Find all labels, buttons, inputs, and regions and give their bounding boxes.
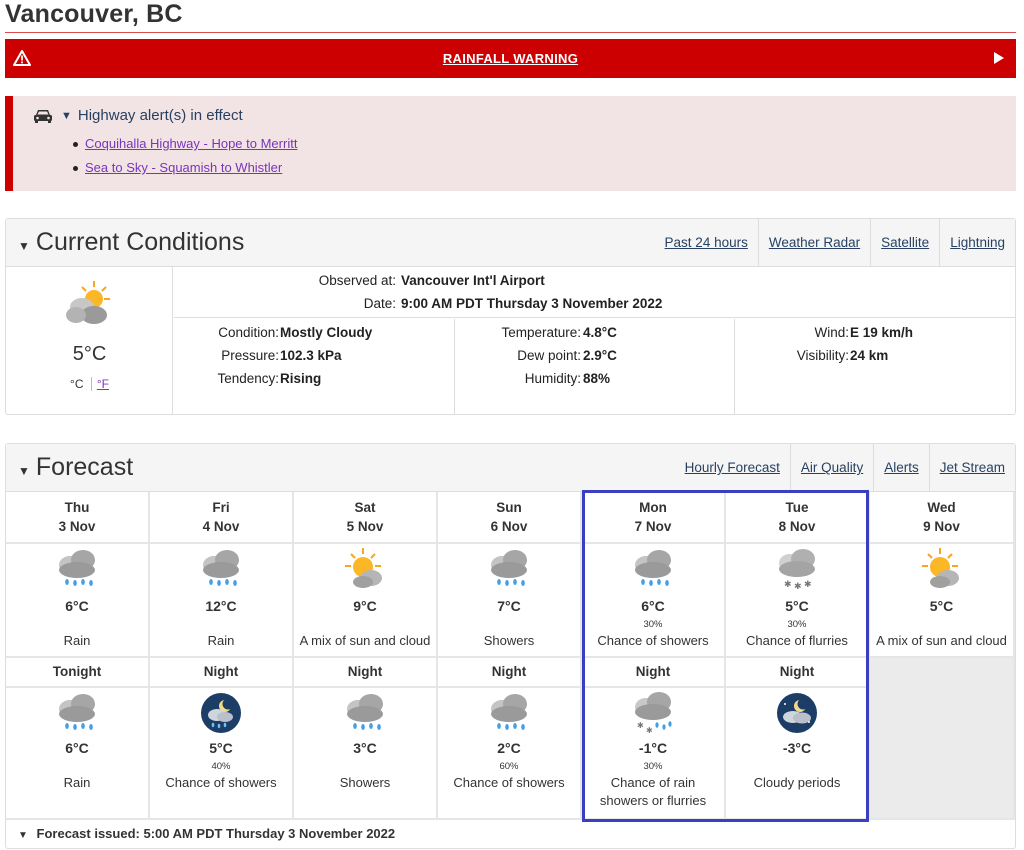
unit-celsius: °C	[70, 377, 84, 391]
forecast-summary: Showers	[483, 633, 535, 648]
forecast-day-cell[interactable]	[870, 544, 1015, 658]
night-label: Night	[491, 664, 527, 679]
alerts-link[interactable]: Alerts	[873, 444, 929, 492]
forecast-night-header[interactable]	[150, 658, 294, 688]
forecast-header	[6, 444, 1015, 492]
current-conditions-heading: Current Conditions	[35, 228, 245, 256]
day-name: Sat	[354, 500, 376, 515]
forecast-summary: Rain	[207, 633, 235, 648]
forecast-night-header[interactable]	[582, 658, 726, 688]
car-icon	[33, 108, 53, 124]
current-conditions-header	[6, 219, 1015, 267]
forecast-day-header[interactable]	[6, 492, 150, 544]
current-temperature: 5°C	[72, 343, 107, 365]
weather-radar-link[interactable]: Weather Radar	[758, 219, 870, 267]
forecast-summary: Chance of rain showers or flurries	[599, 775, 707, 808]
play-arrow-icon	[994, 52, 1004, 64]
dew-point-value: 2.9°C	[583, 348, 617, 363]
forecast-temp: 6°C	[641, 598, 665, 614]
night-label: Night	[779, 664, 815, 679]
day-name: Tue	[785, 500, 809, 515]
forecast-temp: 6°C	[65, 598, 89, 614]
forecast-temp: 5°C	[929, 598, 954, 614]
jet-stream-link[interactable]: Jet Stream	[929, 444, 1015, 492]
forecast-summary: Rain	[63, 633, 91, 648]
night-label: Night	[347, 664, 383, 679]
dew-point-label: Dew point:	[517, 348, 581, 363]
page-title: Vancouver, BC	[5, 0, 183, 28]
forecast-temp: 5°C	[209, 740, 233, 756]
forecast-links	[675, 444, 1015, 492]
date-label: Date:	[363, 296, 396, 311]
current-conditions-title[interactable]	[18, 228, 244, 257]
forecast-temp: 2°C	[497, 740, 521, 756]
warning-triangle-icon	[13, 50, 31, 66]
forecast-day-cell[interactable]	[582, 544, 726, 658]
day-date: 7 Nov	[634, 519, 672, 534]
flurries-icon	[773, 548, 821, 590]
collapse-caret-icon: ▼	[18, 463, 30, 478]
forecast-summary: Chance of showers	[165, 775, 277, 790]
current-summary	[6, 267, 173, 415]
visibility-value: 24 km	[850, 348, 889, 363]
highway-alert-box	[5, 96, 1016, 191]
day-date: 8 Nov	[778, 519, 816, 534]
list-item	[85, 160, 297, 175]
svg-text:✱: ✱	[646, 726, 653, 734]
forecast-panel	[5, 443, 1016, 849]
forecast-temp: -3°C	[782, 740, 812, 756]
svg-text:✱: ✱	[794, 582, 802, 590]
observed-at-label: Observed at:	[318, 273, 396, 288]
conditions-column-1	[174, 319, 455, 415]
tendency-value: Rising	[280, 371, 322, 386]
forecast-night-cell[interactable]	[294, 688, 438, 820]
highway-link-sea-to-sky[interactable]: Sea to Sky - Squamish to Whistler	[85, 160, 283, 175]
day-name: Mon	[639, 500, 667, 515]
condition-value: Mostly Cloudy	[280, 325, 373, 340]
observation-info	[174, 267, 1016, 318]
forecast-temp: -1°C	[638, 740, 668, 756]
forecast-temp: 12°C	[205, 598, 237, 614]
unit-fahrenheit-link[interactable]: °F	[91, 377, 109, 391]
satellite-link[interactable]: Satellite	[870, 219, 939, 267]
forecast-day-cell[interactable]	[150, 544, 294, 658]
day-date: 4 Nov	[202, 519, 240, 534]
forecast-pop: 60%	[499, 761, 519, 772]
hourly-forecast-link[interactable]: Hourly Forecast	[684, 460, 780, 475]
rain-icon	[53, 548, 101, 590]
wind-value: E 19 km/h	[850, 325, 914, 340]
lightning-link[interactable]: Lightning	[939, 219, 1015, 267]
rainfall-warning-banner[interactable]	[5, 39, 1016, 78]
pressure-label: Pressure:	[221, 348, 279, 363]
rain-icon	[629, 548, 677, 590]
highway-alert-list	[85, 136, 297, 184]
conditions-column-2	[455, 319, 735, 415]
rain-icon	[485, 692, 533, 734]
forecast-day-header[interactable]	[582, 492, 726, 544]
unit-toggle	[6, 377, 173, 391]
warning-link[interactable]: RAINFALL WARNING	[442, 51, 579, 66]
sun-cloud-icon	[62, 279, 114, 327]
humidity-label: Humidity:	[524, 371, 581, 386]
day-name: Fri	[212, 500, 230, 515]
forecast-night-cell[interactable]	[726, 688, 870, 820]
temperature-label: Temperature:	[501, 325, 581, 340]
forecast-night-cell[interactable]	[150, 688, 294, 820]
title-divider	[5, 32, 1016, 33]
expand-triangle-icon: ▼	[18, 830, 28, 841]
air-quality-link[interactable]: Air Quality	[790, 444, 873, 492]
highway-alert-header[interactable]	[33, 107, 243, 124]
conditions-column-3	[735, 319, 1016, 415]
current-conditions-panel	[5, 218, 1016, 415]
pressure-value: 102.3 kPa	[280, 348, 342, 363]
forecast-pop: 40%	[211, 761, 231, 772]
svg-text:✱: ✱	[784, 580, 792, 590]
day-name: Sun	[496, 500, 522, 515]
forecast-day-cell[interactable]	[294, 544, 438, 658]
day-name: Thu	[64, 500, 90, 515]
night-cloudy-icon	[773, 692, 821, 734]
forecast-night-header[interactable]	[294, 658, 438, 688]
forecast-title[interactable]	[18, 453, 133, 482]
forecast-summary: Chance of showers	[453, 775, 565, 790]
forecast-issued-toggle[interactable]	[6, 820, 1015, 849]
forecast-day-header[interactable]	[726, 492, 870, 544]
humidity-value: 88%	[583, 371, 611, 386]
tendency-label: Tendency:	[217, 371, 279, 386]
forecast-day-header[interactable]	[294, 492, 438, 544]
wind-label: Wind:	[814, 325, 849, 340]
past-24-hours-link[interactable]: Past 24 hours	[664, 235, 748, 250]
forecast-night-cell[interactable]	[438, 688, 582, 820]
forecast-temp: 9°C	[353, 598, 377, 614]
forecast-temp: 6°C	[65, 740, 89, 756]
forecast-summary: Chance of flurries	[746, 633, 848, 648]
day-date: 6 Nov	[490, 519, 528, 534]
temperature-value: 4.8°C	[583, 325, 617, 340]
day-date: 9 Nov	[923, 519, 960, 534]
forecast-summary: Chance of showers	[597, 633, 709, 648]
forecast-day-header[interactable]	[150, 492, 294, 544]
forecast-summary: Showers	[339, 775, 391, 790]
list-item	[85, 136, 297, 151]
svg-text:✱: ✱	[804, 580, 812, 590]
forecast-heading: Forecast	[35, 453, 134, 481]
night-label: Night	[203, 664, 239, 679]
forecast-night-cell[interactable]	[582, 688, 726, 820]
forecast-day-header[interactable]	[870, 492, 1015, 544]
forecast-day-header[interactable]	[438, 492, 582, 544]
forecast-summary: A mix of sun and cloud	[876, 633, 1007, 648]
condition-label: Condition:	[218, 325, 279, 340]
day-date: 5 Nov	[346, 519, 384, 534]
date-value: 9:00 AM PDT Thursday 3 November 2022	[401, 296, 663, 311]
rain-icon	[53, 692, 101, 734]
expand-triangle-icon: ▼	[61, 109, 72, 122]
forecast-night-header[interactable]	[438, 658, 582, 688]
rain-icon	[341, 692, 389, 734]
visibility-label: Visibility:	[796, 348, 849, 363]
rain-snow-icon	[629, 692, 677, 734]
collapse-caret-icon: ▼	[18, 238, 30, 253]
forecast-night-header[interactable]	[726, 658, 870, 688]
rain-icon	[197, 548, 245, 590]
forecast-temp: 3°C	[353, 740, 377, 756]
forecast-pop: 30%	[787, 619, 807, 630]
forecast-summary: A mix of sun and cloud	[299, 633, 431, 648]
day-name: Wed	[927, 500, 956, 515]
forecast-summary: Cloudy periods	[753, 775, 841, 790]
sun-cloud-icon	[918, 548, 966, 590]
svg-text:✱: ✱	[637, 721, 644, 730]
forecast-day-cell[interactable]	[438, 544, 582, 658]
forecast-night-cell[interactable]	[6, 688, 150, 820]
observed-at-value: Vancouver Int'l Airport	[401, 273, 545, 288]
day-date: 3 Nov	[58, 519, 96, 534]
rain-icon	[485, 548, 533, 590]
forecast-night-header[interactable]	[6, 658, 150, 688]
forecast-pop: 30%	[643, 761, 663, 772]
night-label: Night	[635, 664, 671, 679]
empty-night-cell	[870, 658, 1015, 820]
night-label: Tonight	[52, 664, 102, 679]
sun-cloud-icon	[341, 548, 389, 590]
forecast-day-cell[interactable]	[726, 544, 870, 658]
forecast-temp: 7°C	[497, 598, 521, 614]
forecast-summary: Rain	[63, 775, 91, 790]
highway-alert-title: Highway alert(s) in effect	[77, 107, 243, 124]
current-conditions-links	[655, 219, 1015, 267]
night-showers-icon	[197, 692, 245, 734]
forecast-temp: 5°C	[785, 598, 809, 614]
forecast-pop: 30%	[643, 619, 663, 630]
highway-link-coquihalla[interactable]: Coquihalla Highway - Hope to Merritt	[85, 136, 298, 151]
forecast-day-cell[interactable]	[6, 544, 150, 658]
forecast-issued-text: Forecast issued: 5:00 AM PDT Thursday 3 November 2022	[36, 826, 396, 841]
